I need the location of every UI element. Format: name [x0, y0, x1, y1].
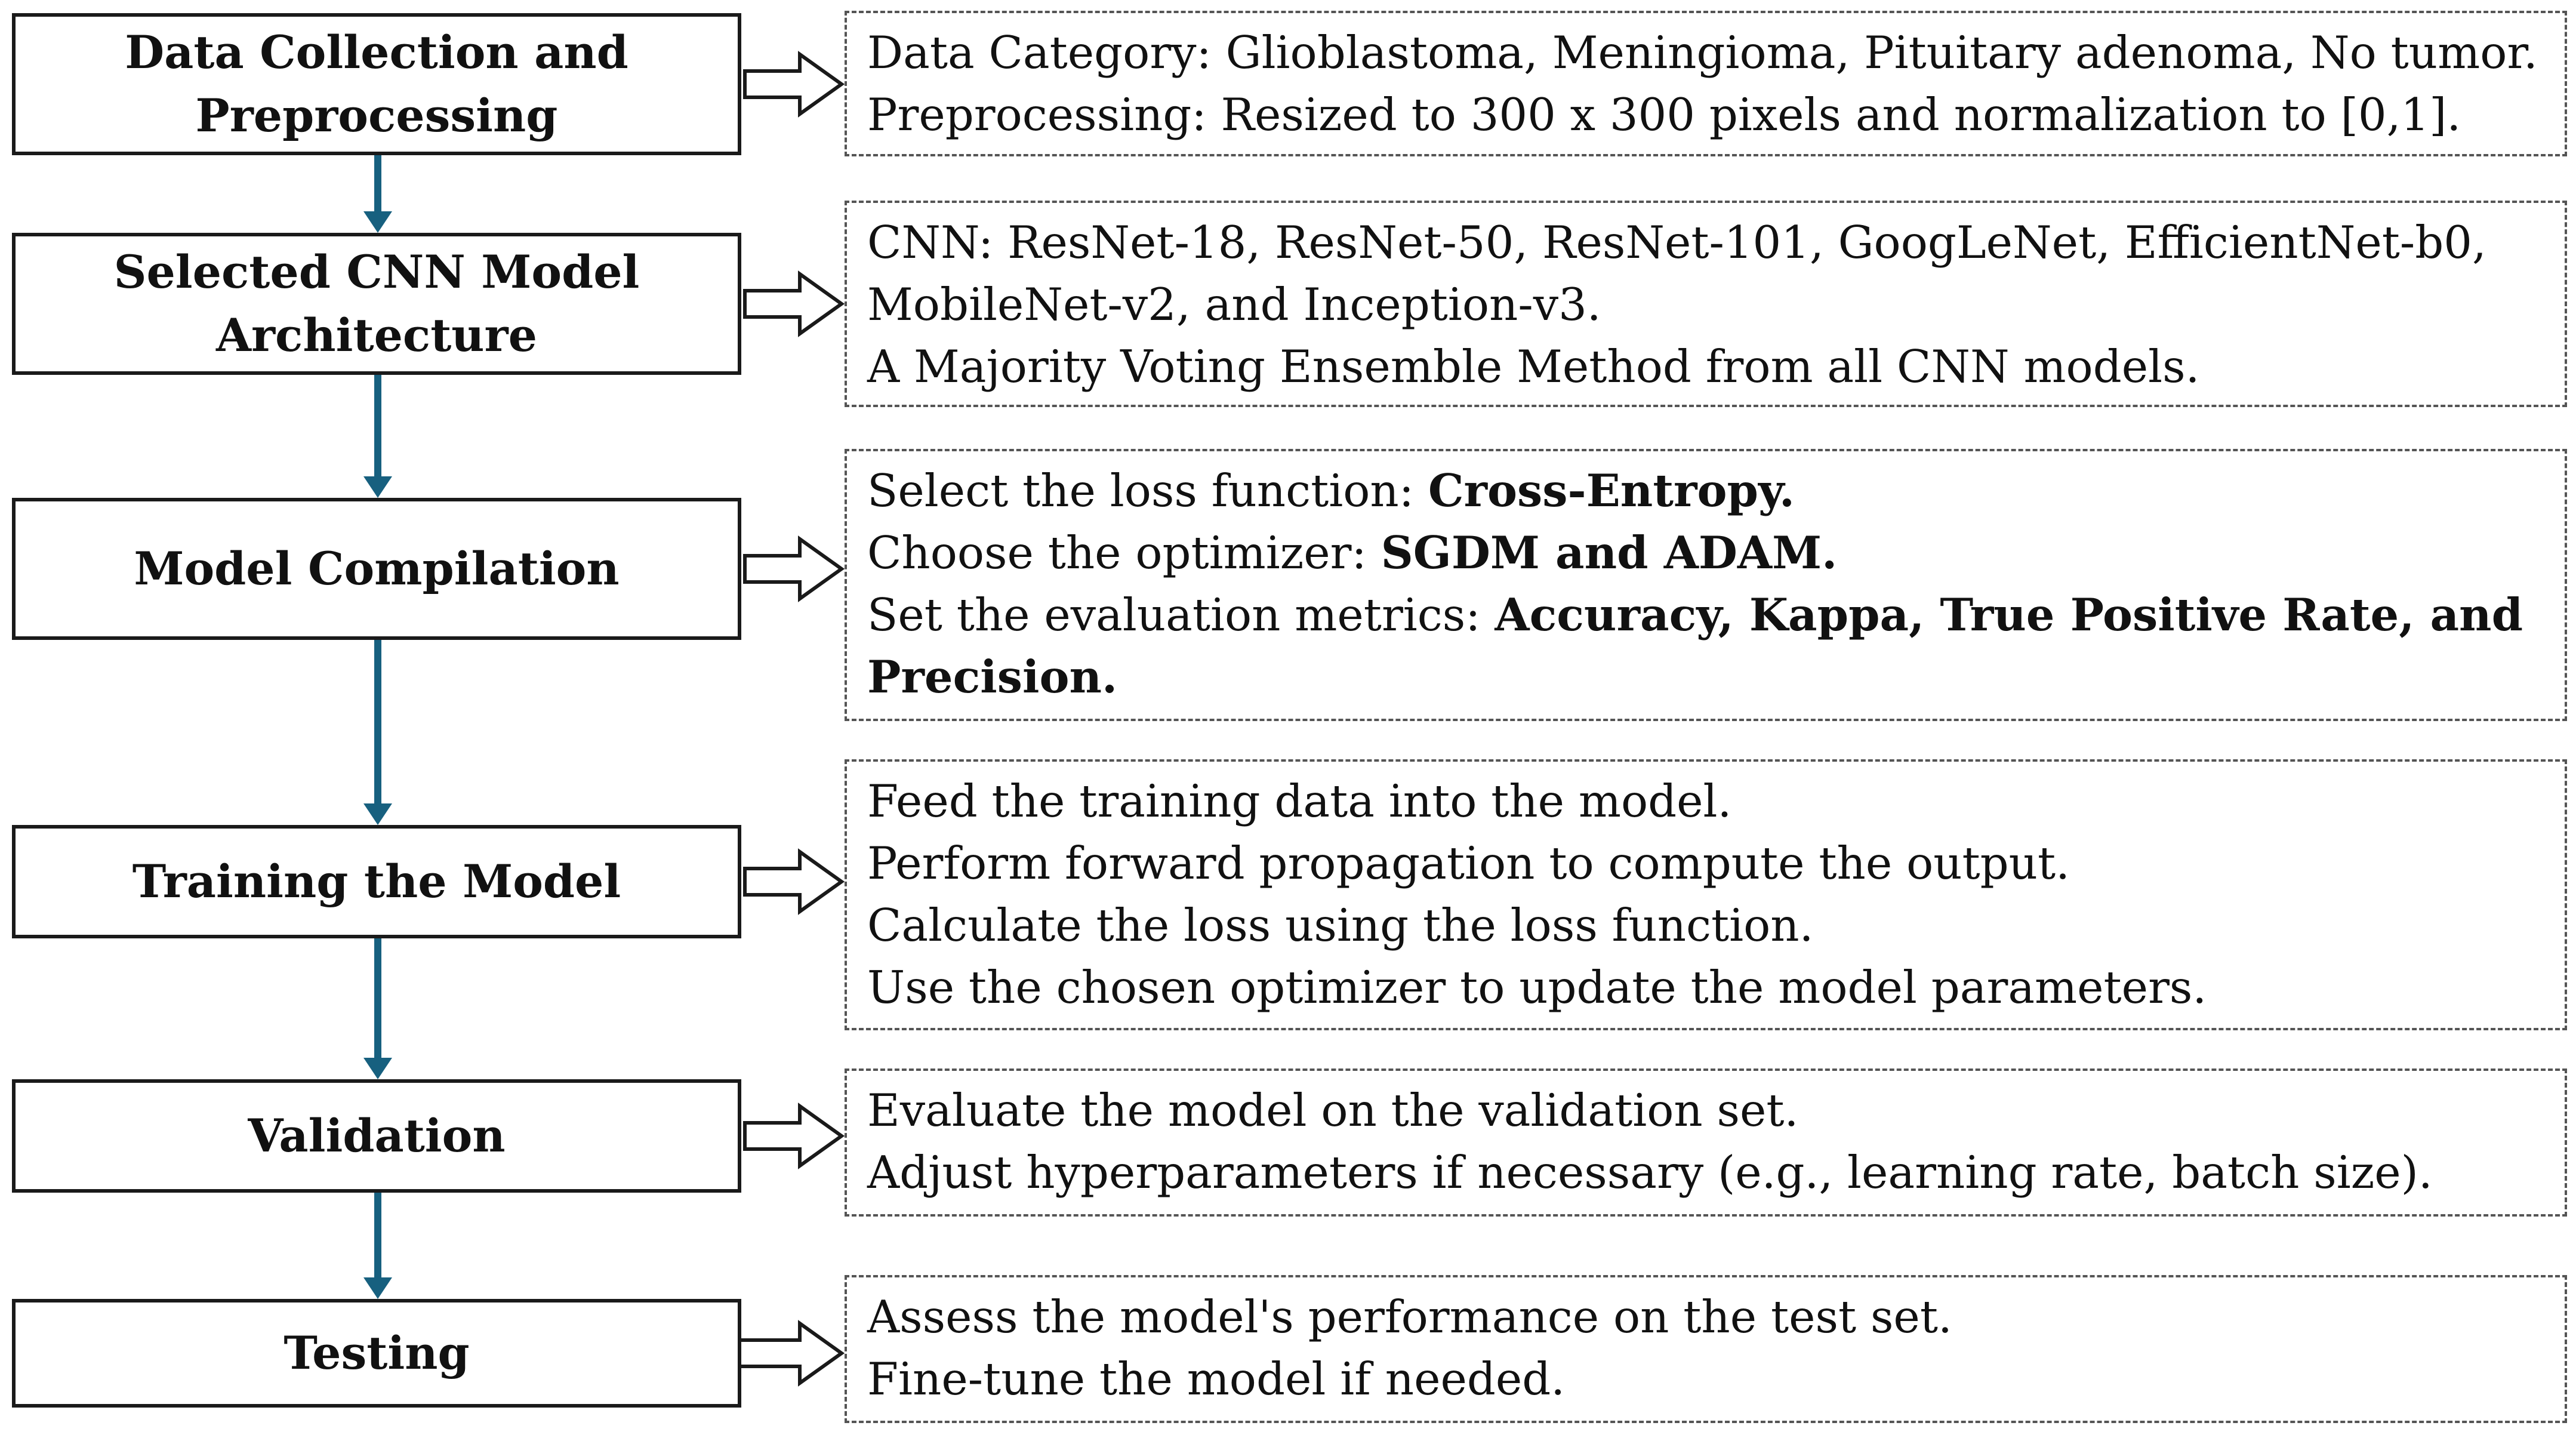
detail-line — [867, 646, 2549, 708]
detail-text: Feed the training data into the model. — [867, 775, 1732, 827]
detail-text: Preprocessing: Resized to 300 x 300 pixels and normalization to [0,1]. — [867, 88, 2461, 141]
stage-box-training — [12, 825, 741, 938]
down-arrow-icon — [363, 211, 392, 233]
detail-line — [867, 335, 2549, 398]
down-arrow-icon — [363, 1058, 392, 1079]
stage-box-data-collection — [12, 13, 741, 155]
stage-title-line: Training the Model — [132, 855, 621, 908]
detail-text: Perform forward propagation to compute the output. — [867, 837, 2070, 889]
detail-line — [867, 460, 2549, 522]
detail-line — [867, 584, 2549, 646]
stage-box-testing — [12, 1299, 741, 1408]
right-arrow-icon — [745, 274, 842, 334]
detail-line — [867, 273, 2549, 335]
right-arrow-icon — [745, 1106, 842, 1166]
stage-title-line: Architecture — [216, 309, 537, 362]
detail-text: Evaluate the model on the validation set. — [867, 1084, 1799, 1137]
down-arrow-icon — [363, 1277, 392, 1299]
stage-title-line: Validation — [248, 1109, 506, 1162]
detail-box-validation — [845, 1069, 2567, 1217]
right-arrow-icon — [745, 54, 842, 114]
detail-box-training — [845, 759, 2567, 1030]
stage-title-line: Preprocessing — [195, 89, 558, 142]
detail-line — [867, 84, 2549, 146]
stage-title-line: Selected CNN Model — [113, 245, 640, 298]
detail-line — [867, 1079, 2549, 1141]
detail-line — [867, 832, 2549, 894]
detail-line — [867, 1286, 2549, 1348]
right-arrow-icon — [745, 539, 842, 599]
detail-box-testing — [845, 1275, 2567, 1423]
stage-title-line: Testing — [284, 1326, 470, 1380]
detail-text: Adjust hyperparameters if necessary (e.g., learning rate, batch size). — [867, 1146, 2433, 1199]
detail-text: Assess the model's performance on the test set. — [867, 1291, 1952, 1343]
detail-text-bold: Cross-Entropy. — [1428, 464, 1795, 517]
detail-line — [867, 894, 2549, 956]
detail-text: MobileNet-v2, and Inception-v3. — [867, 278, 1601, 331]
detail-line — [867, 21, 2549, 84]
detail-text-bold: SGDM and ADAM. — [1381, 526, 1838, 579]
detail-text: Data Category: Glioblastoma, Meningioma, Pituitary adenoma, No tumor. — [867, 26, 2538, 79]
detail-text: CNN: ResNet-18, ResNet-50, ResNet-101, GoogLeNet, EfficientNet-b0, — [867, 216, 2486, 269]
detail-line — [867, 211, 2549, 273]
detail-box-model-compilation — [845, 449, 2567, 721]
detail-text: Select the loss function: — [867, 464, 1428, 517]
detail-line — [867, 770, 2549, 832]
detail-text: Fine-tune the model if needed. — [867, 1353, 1566, 1405]
detail-text: Calculate the loss using the loss function. — [867, 899, 1814, 952]
stage-title-line: Model Compilation — [134, 542, 620, 595]
stage-box-cnn-architecture — [12, 233, 741, 375]
detail-text-bold: Accuracy, Kappa, True Positive Rate, and — [1495, 589, 2523, 641]
detail-line — [867, 1141, 2549, 1203]
stage-box-model-compilation — [12, 498, 741, 640]
stage-box-validation — [12, 1079, 741, 1193]
detail-text: A Majority Voting Ensemble Method from all CNN models. — [867, 340, 2200, 393]
stage-title-line: Data Collection and — [125, 26, 628, 79]
detail-line — [867, 956, 2549, 1018]
detail-line — [867, 522, 2549, 584]
right-arrow-icon — [745, 852, 842, 912]
detail-text: Use the chosen optimizer to update the model parameters. — [867, 961, 2207, 1014]
down-arrow-icon — [363, 476, 392, 498]
detail-box-data-collection — [845, 11, 2567, 156]
detail-text-bold: Precision. — [867, 651, 1118, 703]
detail-text: Choose the optimizer: — [867, 526, 1381, 579]
detail-box-cnn-architecture — [845, 201, 2567, 407]
detail-line — [867, 1348, 2549, 1410]
down-arrow-icon — [363, 803, 392, 825]
detail-text: Set the evaluation metrics: — [867, 589, 1495, 641]
